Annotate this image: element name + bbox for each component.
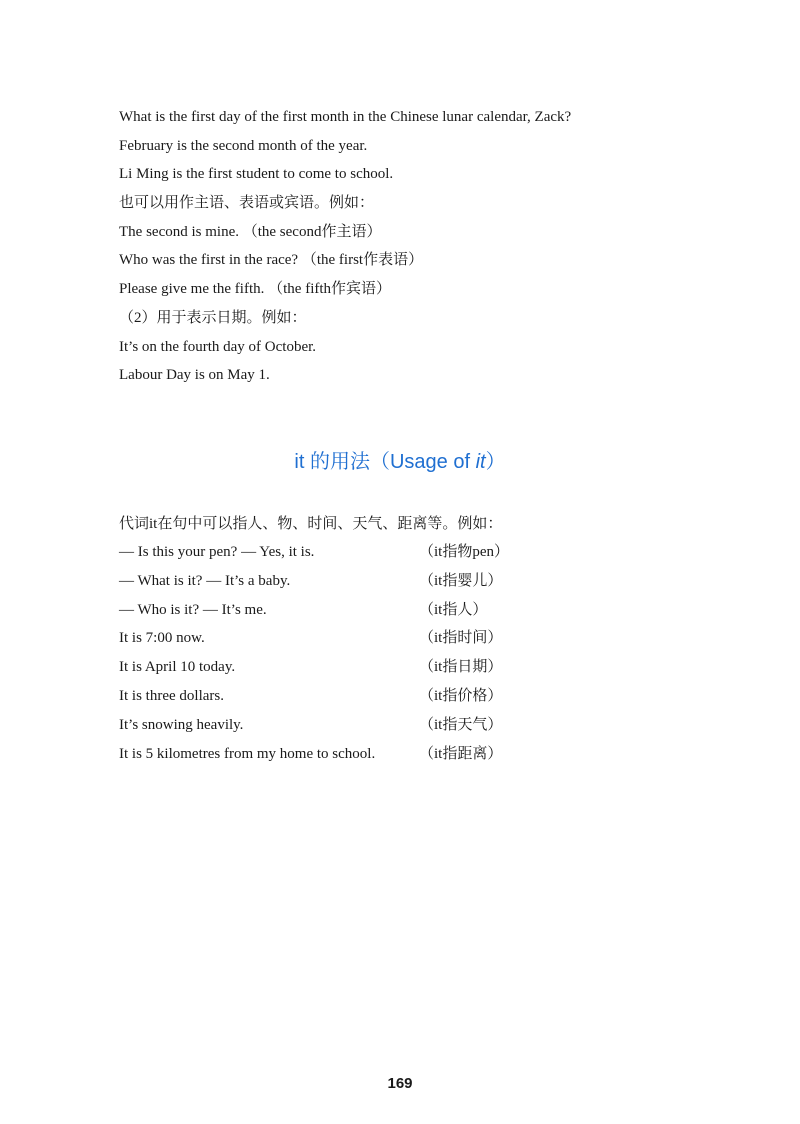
text-line: Labour Day is on May 1.	[119, 367, 270, 384]
example-sentence: — Who is it? — It’s me.	[119, 601, 267, 618]
example-note: （it指距离）	[419, 745, 503, 762]
text-line: Please give me the fifth. （the fifth作宾语）	[119, 281, 392, 298]
example-note: （it指天气）	[419, 716, 503, 733]
example-note: （it指物pen）	[419, 544, 509, 560]
example-note: （it指价格）	[419, 687, 503, 704]
section-heading-end: ）	[485, 451, 506, 473]
example-sentence: — What is it? — It’s a baby.	[119, 572, 291, 589]
example-note: （it指日期）	[419, 659, 503, 676]
text-line: The second is mine. （the second作主语）	[119, 223, 382, 240]
text-line: Li Ming is the first student to come to school.	[119, 166, 394, 183]
example-row	[119, 539, 539, 568]
example-row	[119, 597, 539, 626]
text-line: Who was the first in the race? （the first作表语）	[119, 252, 424, 269]
example-row	[119, 683, 539, 712]
text-line: What is the first day of the first month in the Chinese lunar calendar, Zack?	[119, 109, 572, 125]
text-line: 也可以用作主语、表语或宾语。例如：	[119, 195, 375, 212]
example-sentence: It is three dollars.	[119, 687, 224, 704]
text-line: February is the second month of the year.	[119, 137, 368, 154]
section-intro: 代词it在句中可以指人、物、时间、天气、距离等。例如：	[119, 516, 503, 532]
example-sentence: It’s snowing heavily.	[119, 716, 244, 733]
example-note: （it指婴儿）	[419, 572, 503, 589]
section-heading	[0, 448, 800, 476]
example-row	[119, 625, 539, 654]
example-sentence: It is 7:00 now.	[119, 630, 205, 647]
text-line: （2）用于表示日期。例如：	[119, 309, 307, 326]
section-heading-emphasis: it	[475, 451, 486, 473]
example-row	[119, 712, 539, 741]
examples-list	[119, 539, 539, 769]
example-row	[119, 741, 539, 770]
example-sentence: — Is this your pen? — Yes, it is.	[119, 544, 315, 560]
text-line: It’s on the fourth day of October.	[119, 338, 317, 355]
example-row	[119, 654, 539, 683]
example-note: （it指时间）	[419, 630, 503, 647]
example-sentence: It is April 10 today.	[119, 659, 236, 676]
example-note: （it指人）	[419, 601, 488, 618]
example-sentence: It is 5 kilometres from my home to school.	[119, 745, 376, 762]
top-text-block	[119, 104, 719, 391]
section-heading-main: it 的用法（Usage of	[294, 451, 476, 473]
example-row	[119, 568, 539, 597]
page-number: 169	[387, 1075, 413, 1092]
